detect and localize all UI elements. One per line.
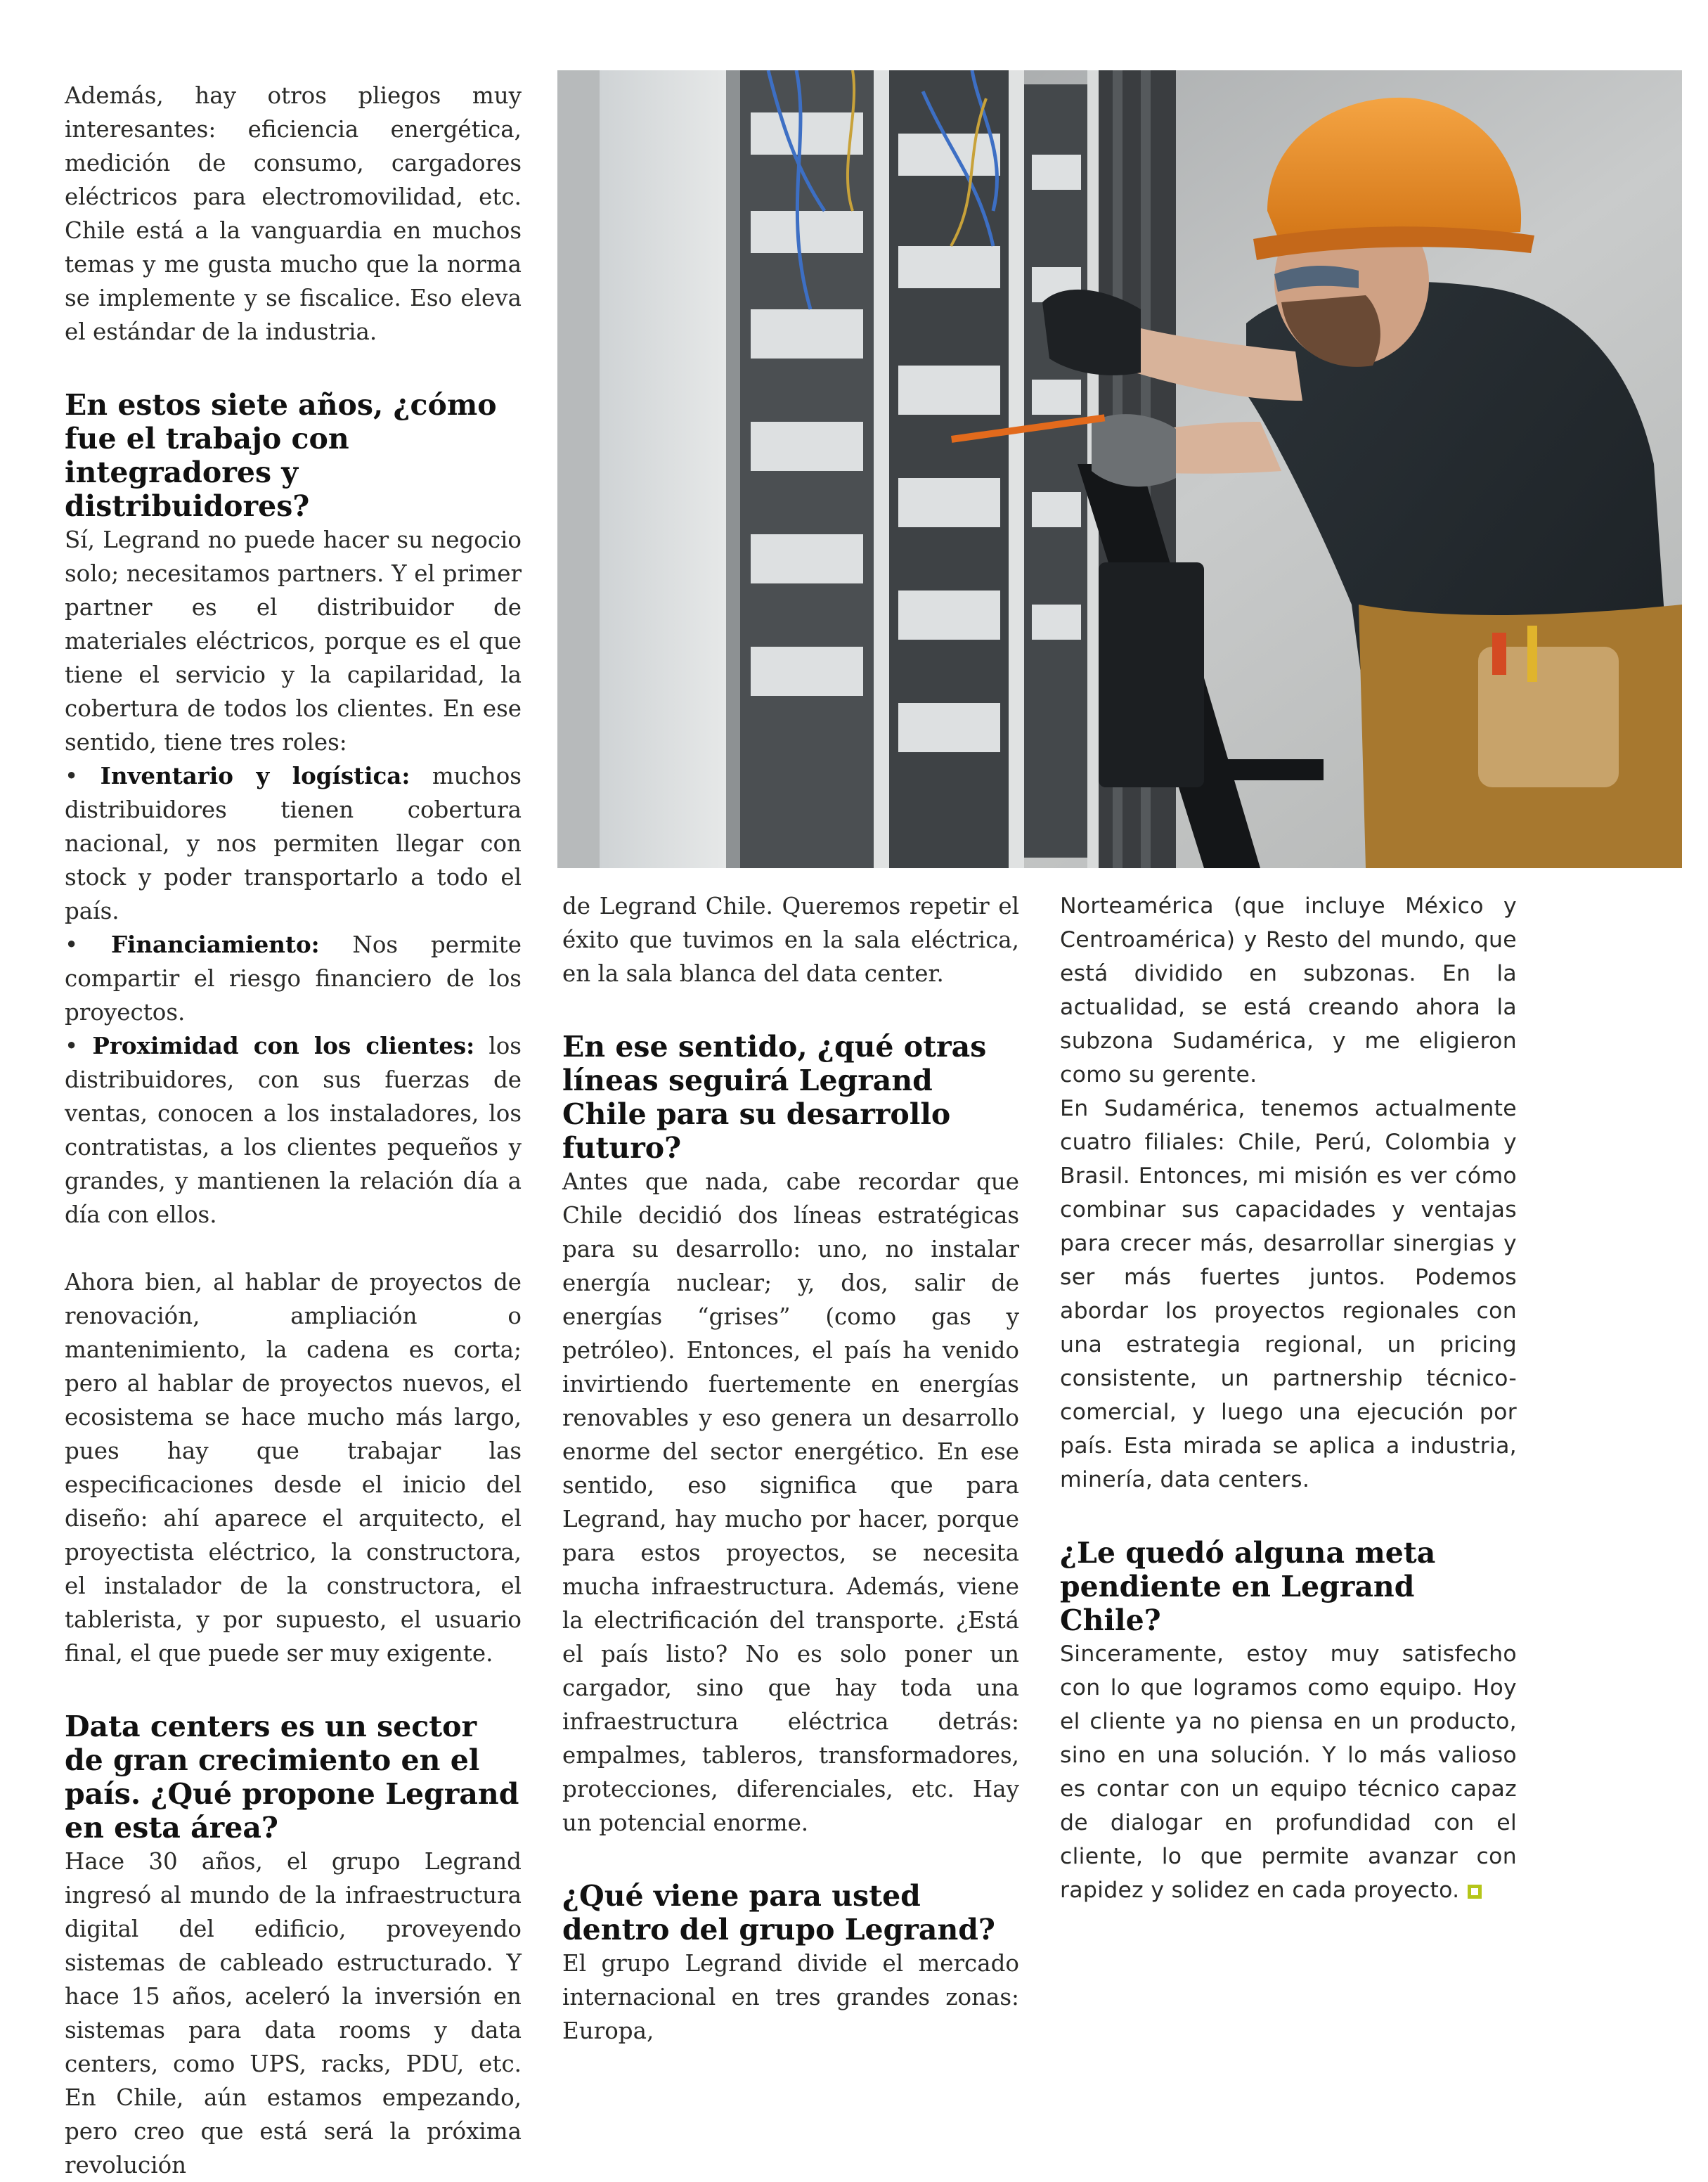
right-column (1060, 889, 1517, 1907)
middle-column (562, 889, 1019, 2048)
answer-continuation: de Legrand Chile. Queremos repetir el éxito que tuvimos en la sala eléctrica, en la sala blanca del data center. (562, 893, 1019, 987)
answer-paragraph (1060, 1637, 1517, 1907)
bullet-lead: Financiamiento: (110, 931, 320, 958)
electrician-photo (557, 70, 1682, 868)
bullet-item: • Proximidad con los clientes: los distribuidores, con sus fuerzas de ventas, conocen a los instaladores, los contratistas, a los clientes pequeños y grandes, y mantienen la relación día a día con ellos. (65, 1032, 522, 1228)
answer-continuation: Norteamérica (que incluye México y Centroamérica) y Resto del mundo, que está dividido en subzonas. En la actualidad, se está creando ahora la subzona Sudamérica, y me eligieron como su gerente. (1060, 893, 1517, 1087)
paragraph-ecosystem: Ahora bien, al hablar de proyectos de renovación, ampliación o mantenimiento, la cadena es corta; pero al hablar de proyectos nuevos, el ecosistema se hace mucho más largo, pues hay que trabajar las especificaciones desde el inicio del diseño: ahí aparece el arquitecto, el proyectista eléctrico, la constructora, el instalador de la constructora, el tablerista, y por supuesto, el usuario final, el que puede ser muy exigente. (65, 1269, 522, 1667)
answer-paragraph: El grupo Legrand divide el mercado internacional en tres grandes zonas: Europa, (562, 1950, 1019, 2044)
question-heading: ¿Qué viene para usted dentro del grupo Legrand? (562, 1879, 995, 1947)
bullet-text: los distribuidores, con sus fuerzas de ventas, conocen a los instaladores, los contratistas, a los clientes pequeños y grandes, y mantienen la relación día a día con ellos. (65, 1033, 522, 1228)
question-heading: Data centers es un sector de gran crecimiento en el país. ¿Qué propone Legrand en esta área? (65, 1710, 519, 1845)
left-column (65, 79, 522, 2182)
bullet-text: Nos permite compartir el riesgo financiero de los proyectos. (65, 931, 522, 1026)
bullet-item: • Financiamiento: Nos permite compartir el riesgo financiero de los proyectos. (65, 931, 522, 1026)
bullet-item: • Inventario y logística: muchos distribuidores tienen cobertura nacional, y nos permiten llegar con stock y poder transportarlo a todo el país. (65, 762, 522, 924)
end-of-article-icon (1468, 1885, 1482, 1899)
bullet-lead: Inventario y logística: (100, 762, 410, 789)
paragraph-intro: Además, hay otros pliegos muy interesantes: eficiencia energética, medición de consumo, cargadores eléctricos para electromovilidad, etc. Chile está a la vanguardia en muchos temas y me gusta mucho que la norma se implemente y se fiscalice. Eso eleva el estándar de la industria. (65, 82, 522, 345)
bullet-text: muchos distribuidores tienen cobertura nacional, y nos permiten llegar con stock y poder transportarlo a todo el país. (65, 763, 522, 924)
bullet-lead: Proximidad con los clientes: (92, 1032, 475, 1059)
answer-paragraph: En Sudamérica, tenemos actualmente cuatro filiales: Chile, Perú, Colombia y Brasil. Entonces, mi misión es ver cómo combinar sus capacidades y ventajas para crecer más, desarrollar sinergias y ser más fuertes juntos. Podemos abordar los proyectos regionales con una estrategia regional, un pricing consistente, un partnership técnico-comercial, y luego una ejecución por país. Esta mirada se aplica a industria, minería, data centers. (1060, 1096, 1517, 1492)
answer-paragraph: Sí, Legrand no puede hacer su negocio solo; necesitamos partners. Y el primer partner es el distribuidor de materiales eléctricos, porque es el que tiene el servicio y la capilaridad, la cobertura de todos los clientes. En ese sentido, tiene tres roles: (65, 527, 522, 756)
answer-paragraph: Antes que nada, cabe recordar que Chile decidió dos líneas estratégicas para su desarrollo: uno, no instalar energía nuclear; y, dos, salir de energías “grises” (como gas y petróleo). Entonces, el país ha venido invirtiendo fuertemente en energías renovables y eso genera un desarrollo enorme del sector energético. En ese sentido, eso significa que para Legrand, hay mucho por hacer, porque para estos proyectos, se necesita mucha infraestructura. Además, viene la electrificación del transporte. ¿Está el país listo? No es solo poner un cargador, sino que hay toda una infraestructura eléctrica detrás: empalmes, tableros, transformadores, protecciones, diferenciales, etc. Hay un potencial enorme. (562, 1168, 1019, 1836)
question-heading: En estos siete años, ¿cómo fue el trabajo con integradores y distribuidores? (65, 388, 497, 523)
question-heading: En ese sentido, ¿qué otras líneas seguirá Legrand Chile para su desarrollo futuro? (562, 1030, 987, 1165)
electrician-illustration (557, 70, 1682, 868)
question-heading: ¿Le quedó alguna meta pendiente en Legrand Chile? (1060, 1536, 1436, 1637)
closing-text: Sinceramente, estoy muy satisfecho con lo que logramos como equipo. Hoy el cliente ya no piensa en un producto, sino en una solución. Y lo más valioso es contar con un equipo técnico capaz de dialogar en profundidad con el cliente, lo que permite avanzar con rapidez y solidez en cada proyecto. (1060, 1641, 1517, 1903)
answer-paragraph: Hace 30 años, el grupo Legrand ingresó al mundo de la infraestructura digital del edificio, proveyendo sistemas de cableado estructurado. Y hace 15 años, aceleró la inversión en sistemas para data rooms y data centers, como UPS, racks, PDU, etc. En Chile, aún estamos empezando, pero creo que está será la próxima revolución (65, 1848, 522, 2178)
